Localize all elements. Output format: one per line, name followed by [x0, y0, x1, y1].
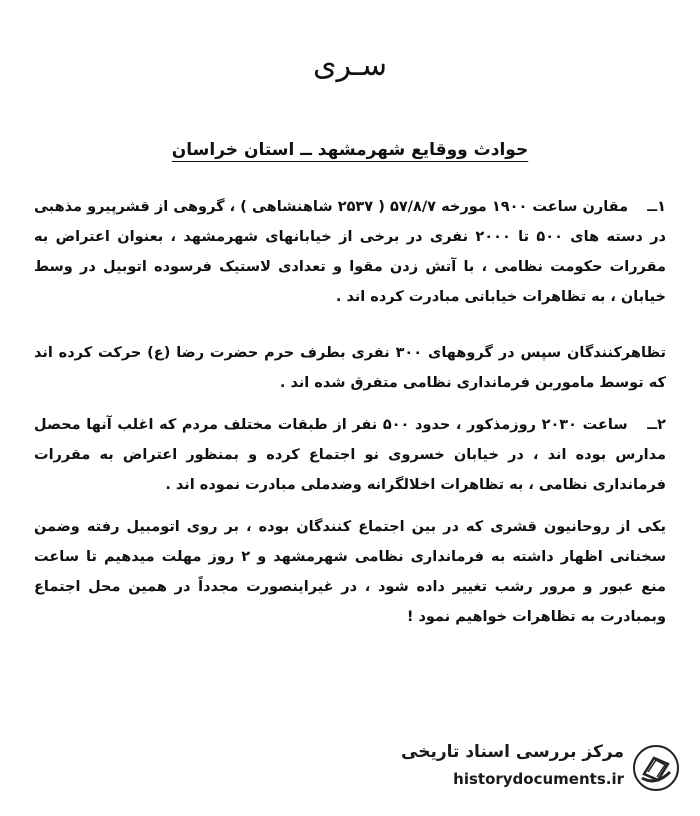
paragraph-1-continued-text: تظاهرکنندگان سپس در گروههای ۳۰۰ نفری بطرف حرم حضرت رضا (ع) حرکت کرده اند که توسط ماموربن فرمانداری نظامی متفرق شده اند . [34, 345, 666, 391]
paragraph-1-text: مقارن ساعت ۱۹۰۰ مورخه ۵۷/۸/۷ ( ۲۵۳۷ شاهنشاهی ) ، گروهی از قشرپیرو مذهبی در دسته های ۵۰۰ تا ۲۰۰۰ نفری در برخی از خیابانهای شهرمشهد ، بعنوان اعتراض به مقررات حکومت نظامی ، با آتش زدن مقوا و تعدادی لاستیک فرسوده اتوبیل در وسط خیابان ، به تظاهرات خیابانی مبادرت کرده اند . [34, 199, 666, 305]
paragraph-1-continued [34, 338, 666, 398]
paragraph-2-number: ۲ــ [647, 417, 666, 433]
paragraph-2-continued [34, 512, 666, 632]
watermark-org-name: مرکز بررسی اسناد تاریخی [401, 742, 624, 762]
paragraph-2-continued-text: یکی از روحانیون قشری که در بین اجتماع کنندگان بوده ، بر روی اتومبیل رفته وضمن سخنانی اظهار داشته به فرمانداری نظامی شهرمشهد و ۲ روز مهلت میدهیم تا ساعت منع عبور و مرور رشب تغییر داده شود ، در غیراینصورت مجدداً در همین محل اجتماع وبمبادرت به تظاهرات خواهیم نمود ! [34, 519, 666, 625]
paragraph-1 [34, 192, 666, 312]
paragraph-1-number: ۱ــ [647, 199, 666, 215]
archive-book-logo-icon [632, 744, 680, 792]
watermark [390, 736, 680, 802]
paragraph-2-text: ساعت ۲۰۳۰ روزمذکور ، حدود ۵۰۰ نفر از طبقات مختلف مردم که اغلب آنها محصل مدارس بوده اند ، در خیابان خسروی نو اجتماع کرده و بمنظور اعتراض به مقررات فرمانداری نظامی ، به تظاهرات اخلالگرانه وضدملی مبادرت نموده اند . [34, 417, 666, 493]
classification-heading: سـری [313, 48, 387, 83]
watermark-url: historydocuments.ir [453, 770, 624, 788]
document-title: حوادث ووقایع شهرمشهد ــ استان خراسان [171, 140, 529, 160]
paragraph-2 [34, 410, 666, 500]
